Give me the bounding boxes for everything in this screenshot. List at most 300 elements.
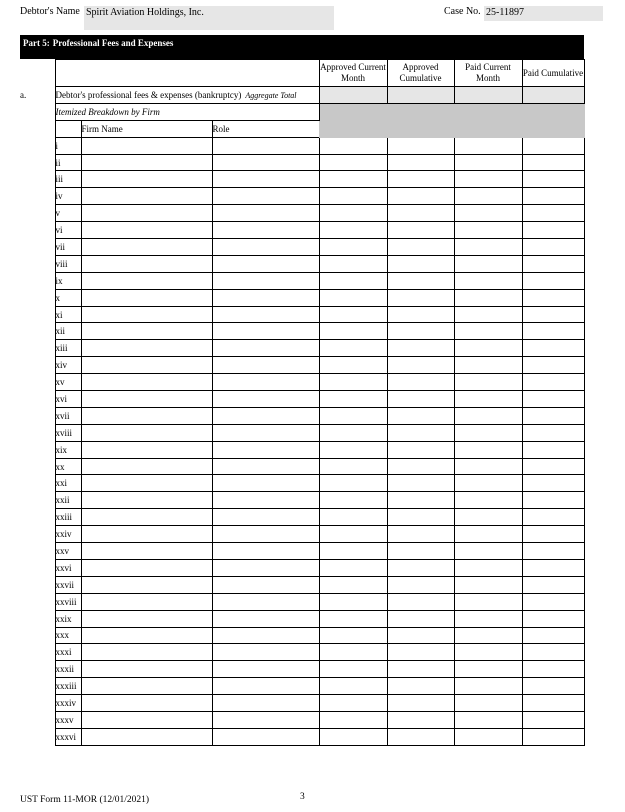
blank-cell — [20, 171, 55, 188]
row-a-paid-current-month[interactable] — [454, 87, 522, 104]
approved-current-month-cell[interactable] — [319, 391, 387, 408]
approved-current-month-cell[interactable] — [319, 255, 387, 272]
approved-cumulative-cell[interactable] — [387, 695, 454, 712]
firm-name-cell[interactable] — [81, 543, 212, 560]
role-cell[interactable] — [212, 137, 319, 154]
approved-cumulative-cell[interactable] — [387, 357, 454, 374]
firm-row — [20, 441, 584, 458]
paid-current-month-cell[interactable] — [454, 306, 522, 323]
paid-current-month-cell[interactable] — [454, 678, 522, 695]
firm-name-cell[interactable] — [81, 357, 212, 374]
paid-current-month-cell[interactable] — [454, 272, 522, 289]
approved-current-month-cell[interactable] — [319, 661, 387, 678]
role-cell[interactable] — [212, 543, 319, 560]
blank-cell — [20, 60, 55, 87]
row-numeral: ix — [55, 272, 81, 289]
approved-cumulative-cell[interactable] — [387, 306, 454, 323]
approved-cumulative-cell[interactable] — [387, 543, 454, 560]
row-a-label — [55, 87, 319, 104]
paid-current-month-cell[interactable] — [454, 627, 522, 644]
row-a-qualifier: Aggregate Total — [245, 90, 297, 100]
paid-cumulative-cell[interactable] — [522, 306, 584, 323]
paid-cumulative-cell[interactable] — [522, 711, 584, 728]
approved-current-month-cell[interactable] — [319, 593, 387, 610]
role-cell[interactable] — [212, 441, 319, 458]
role-cell[interactable] — [212, 424, 319, 441]
firm-name-cell[interactable] — [81, 391, 212, 408]
firm-name-cell[interactable] — [81, 695, 212, 712]
paid-current-month-cell[interactable] — [454, 711, 522, 728]
approved-current-month-cell[interactable] — [319, 374, 387, 391]
approved-cumulative-cell[interactable] — [387, 239, 454, 256]
approved-cumulative-cell[interactable] — [387, 272, 454, 289]
approved-cumulative-cell[interactable] — [387, 711, 454, 728]
paid-cumulative-cell[interactable] — [522, 526, 584, 543]
approved-current-month-cell[interactable] — [319, 475, 387, 492]
row-numeral: xv — [55, 374, 81, 391]
role-cell[interactable] — [212, 458, 319, 475]
firm-name-cell[interactable] — [81, 509, 212, 526]
paid-cumulative-cell[interactable] — [522, 255, 584, 272]
role-cell[interactable] — [212, 374, 319, 391]
row-numeral: i — [55, 137, 81, 154]
firm-name-cell[interactable] — [81, 424, 212, 441]
blank-cell — [20, 576, 55, 593]
approved-cumulative-cell[interactable] — [387, 407, 454, 424]
approved-current-month-cell[interactable] — [319, 323, 387, 340]
approved-cumulative-cell[interactable] — [387, 154, 454, 171]
row-numeral: xxxiii — [55, 678, 81, 695]
approved-cumulative-cell[interactable] — [387, 678, 454, 695]
paid-cumulative-cell[interactable] — [522, 340, 584, 357]
blank-cell — [20, 661, 55, 678]
paid-current-month-cell[interactable] — [454, 374, 522, 391]
paid-cumulative-cell[interactable] — [522, 610, 584, 627]
approved-current-month-cell[interactable] — [319, 239, 387, 256]
firm-name-cell[interactable] — [81, 661, 212, 678]
firm-name-cell[interactable] — [81, 239, 212, 256]
row-numeral: xiv — [55, 357, 81, 374]
paid-current-month-cell[interactable] — [454, 391, 522, 408]
blank-cell — [20, 458, 55, 475]
paid-current-month-cell[interactable] — [454, 441, 522, 458]
paid-current-month-cell[interactable] — [454, 526, 522, 543]
paid-cumulative-cell[interactable] — [522, 272, 584, 289]
firm-name-cell[interactable] — [81, 171, 212, 188]
role-cell[interactable] — [212, 171, 319, 188]
paid-current-month-cell[interactable] — [454, 661, 522, 678]
col-approved-cumulative: Approved Cumulative — [387, 60, 454, 87]
paid-cumulative-cell[interactable] — [522, 407, 584, 424]
approved-cumulative-cell[interactable] — [387, 728, 454, 745]
approved-current-month-cell[interactable] — [319, 441, 387, 458]
approved-cumulative-cell[interactable] — [387, 492, 454, 509]
role-cell[interactable] — [212, 239, 319, 256]
shaded-block — [319, 103, 584, 137]
blank-cell — [20, 475, 55, 492]
firm-row — [20, 492, 584, 509]
paid-current-month-cell[interactable] — [454, 695, 522, 712]
firm-row — [20, 458, 584, 475]
firm-name-cell[interactable] — [81, 559, 212, 576]
role-cell[interactable] — [212, 391, 319, 408]
firm-name-cell[interactable] — [81, 475, 212, 492]
row-numeral: v — [55, 205, 81, 222]
approved-cumulative-cell[interactable] — [387, 340, 454, 357]
firm-row — [20, 526, 584, 543]
paid-current-month-cell[interactable] — [454, 610, 522, 627]
firm-name-cell[interactable] — [81, 644, 212, 661]
blank-cell — [20, 492, 55, 509]
role-cell[interactable] — [212, 492, 319, 509]
firm-name-cell[interactable] — [81, 728, 212, 745]
approved-current-month-cell[interactable] — [319, 711, 387, 728]
approved-current-month-cell[interactable] — [319, 154, 387, 171]
blank-cell — [20, 678, 55, 695]
part-5-header — [20, 35, 584, 59]
blank-cell — [20, 340, 55, 357]
approved-current-month-cell[interactable] — [319, 492, 387, 509]
row-a-paid-cumulative[interactable] — [522, 87, 584, 104]
approved-cumulative-cell[interactable] — [387, 188, 454, 205]
approved-current-month-cell[interactable] — [319, 526, 387, 543]
approved-current-month-cell[interactable] — [319, 272, 387, 289]
firm-row — [20, 188, 584, 205]
firm-name-cell[interactable] — [81, 441, 212, 458]
approved-current-month-cell[interactable] — [319, 576, 387, 593]
firm-row — [20, 644, 584, 661]
paid-current-month-cell[interactable] — [454, 593, 522, 610]
firm-name-cell[interactable] — [81, 289, 212, 306]
approved-cumulative-cell[interactable] — [387, 644, 454, 661]
role-cell[interactable] — [212, 289, 319, 306]
paid-current-month-cell[interactable] — [454, 289, 522, 306]
firm-name-cell[interactable] — [81, 222, 212, 239]
paid-cumulative-cell[interactable] — [522, 188, 584, 205]
approved-cumulative-cell[interactable] — [387, 526, 454, 543]
blank-cell — [20, 205, 55, 222]
case-number-field[interactable]: 25-11897 — [484, 6, 603, 21]
paid-cumulative-cell[interactable] — [522, 559, 584, 576]
paid-cumulative-cell[interactable] — [522, 205, 584, 222]
firm-row — [20, 610, 584, 627]
blank-cell — [20, 374, 55, 391]
role-cell[interactable] — [212, 154, 319, 171]
role-cell[interactable] — [212, 576, 319, 593]
part-title: Professional Fees and Expenses — [52, 38, 174, 48]
paid-cumulative-cell[interactable] — [522, 627, 584, 644]
row-numeral: xvi — [55, 391, 81, 408]
firm-name-header: Firm Name — [81, 120, 212, 137]
paid-current-month-cell[interactable] — [454, 171, 522, 188]
firm-name-cell[interactable] — [81, 188, 212, 205]
role-cell[interactable] — [212, 644, 319, 661]
paid-cumulative-cell[interactable] — [522, 424, 584, 441]
paid-current-month-cell[interactable] — [454, 407, 522, 424]
row-numeral: xxvi — [55, 559, 81, 576]
role-cell[interactable] — [212, 222, 319, 239]
firm-name-cell[interactable] — [81, 576, 212, 593]
firm-name-cell[interactable] — [81, 678, 212, 695]
role-cell[interactable] — [212, 728, 319, 745]
role-cell[interactable] — [212, 407, 319, 424]
paid-cumulative-cell[interactable] — [522, 458, 584, 475]
approved-current-month-cell[interactable] — [319, 559, 387, 576]
firm-name-cell[interactable] — [81, 374, 212, 391]
approved-current-month-cell[interactable] — [319, 357, 387, 374]
approved-current-month-cell[interactable] — [319, 543, 387, 560]
approved-current-month-cell[interactable] — [319, 424, 387, 441]
paid-cumulative-cell[interactable] — [522, 593, 584, 610]
professional-fees-table — [20, 59, 585, 746]
paid-cumulative-cell[interactable] — [522, 171, 584, 188]
role-cell[interactable] — [212, 255, 319, 272]
paid-cumulative-cell[interactable] — [522, 391, 584, 408]
firm-name-cell[interactable] — [81, 323, 212, 340]
paid-cumulative-cell[interactable] — [522, 644, 584, 661]
approved-cumulative-cell[interactable] — [387, 475, 454, 492]
row-a-aggregate-total — [20, 87, 584, 104]
paid-cumulative-cell[interactable] — [522, 728, 584, 745]
approved-cumulative-cell[interactable] — [387, 424, 454, 441]
approved-cumulative-cell[interactable] — [387, 374, 454, 391]
row-a-approved-cumulative[interactable] — [387, 87, 454, 104]
role-header: Role — [212, 120, 319, 137]
firm-name-cell[interactable] — [81, 255, 212, 272]
approved-cumulative-cell[interactable] — [387, 627, 454, 644]
paid-current-month-cell[interactable] — [454, 559, 522, 576]
approved-current-month-cell[interactable] — [319, 340, 387, 357]
firm-row — [20, 695, 584, 712]
approved-cumulative-cell[interactable] — [387, 661, 454, 678]
approved-current-month-cell[interactable] — [319, 610, 387, 627]
blank-cell — [20, 239, 55, 256]
approved-current-month-cell[interactable] — [319, 407, 387, 424]
paid-current-month-cell[interactable] — [454, 458, 522, 475]
approved-current-month-cell[interactable] — [319, 627, 387, 644]
blank-cell — [20, 306, 55, 323]
approved-current-month-cell[interactable] — [319, 678, 387, 695]
case-number-label: Case No. — [444, 6, 481, 17]
firm-row — [20, 289, 584, 306]
role-cell[interactable] — [212, 661, 319, 678]
firm-name-cell[interactable] — [81, 492, 212, 509]
paid-cumulative-cell[interactable] — [522, 509, 584, 526]
paid-current-month-cell[interactable] — [454, 255, 522, 272]
blank-cell — [20, 255, 55, 272]
firm-row — [20, 154, 584, 171]
role-cell[interactable] — [212, 340, 319, 357]
role-cell[interactable] — [212, 188, 319, 205]
paid-current-month-cell[interactable] — [454, 644, 522, 661]
firm-name-cell[interactable] — [81, 340, 212, 357]
firm-row — [20, 627, 584, 644]
firm-name-cell[interactable] — [81, 205, 212, 222]
blank-cell — [20, 323, 55, 340]
blank-cell — [20, 728, 55, 745]
role-cell[interactable] — [212, 509, 319, 526]
col-paid-cumulative: Paid Cumulative — [522, 60, 584, 87]
approved-cumulative-cell[interactable] — [387, 458, 454, 475]
approved-cumulative-cell[interactable] — [387, 137, 454, 154]
row-numeral: xxiv — [55, 526, 81, 543]
role-cell[interactable] — [212, 205, 319, 222]
firm-name-cell[interactable] — [81, 137, 212, 154]
blank-cell — [20, 644, 55, 661]
role-cell[interactable] — [212, 559, 319, 576]
row-numeral: x — [55, 289, 81, 306]
paid-cumulative-cell[interactable] — [522, 137, 584, 154]
paid-current-month-cell[interactable] — [454, 424, 522, 441]
row-numeral: xxxv — [55, 711, 81, 728]
firm-row — [20, 137, 584, 154]
paid-current-month-cell[interactable] — [454, 340, 522, 357]
firm-name-cell[interactable] — [81, 711, 212, 728]
paid-cumulative-cell[interactable] — [522, 492, 584, 509]
role-cell[interactable] — [212, 711, 319, 728]
blank-cell — [20, 424, 55, 441]
firm-name-cell[interactable] — [81, 458, 212, 475]
approved-current-month-cell[interactable] — [319, 222, 387, 239]
blank-cell — [20, 509, 55, 526]
role-cell[interactable] — [212, 323, 319, 340]
paid-current-month-cell[interactable] — [454, 239, 522, 256]
row-numeral: xxi — [55, 475, 81, 492]
itemized-breakdown-label: Itemized Breakdown by Firm — [55, 103, 319, 120]
role-cell[interactable] — [212, 306, 319, 323]
firm-row — [20, 424, 584, 441]
approved-current-month-cell[interactable] — [319, 458, 387, 475]
approved-current-month-cell[interactable] — [319, 137, 387, 154]
paid-cumulative-cell[interactable] — [522, 695, 584, 712]
approved-cumulative-cell[interactable] — [387, 289, 454, 306]
paid-current-month-cell[interactable] — [454, 188, 522, 205]
approved-current-month-cell[interactable] — [319, 644, 387, 661]
paid-cumulative-cell[interactable] — [522, 239, 584, 256]
paid-current-month-cell[interactable] — [454, 222, 522, 239]
paid-cumulative-cell[interactable] — [522, 357, 584, 374]
approved-current-month-cell[interactable] — [319, 509, 387, 526]
row-a-approved-current-month[interactable] — [319, 87, 387, 104]
paid-current-month-cell[interactable] — [454, 323, 522, 340]
firm-row — [20, 407, 584, 424]
paid-cumulative-cell[interactable] — [522, 154, 584, 171]
approved-current-month-cell[interactable] — [319, 188, 387, 205]
role-cell[interactable] — [212, 678, 319, 695]
firm-name-cell[interactable] — [81, 593, 212, 610]
approved-cumulative-cell[interactable] — [387, 255, 454, 272]
approved-cumulative-cell[interactable] — [387, 593, 454, 610]
approved-cumulative-cell[interactable] — [387, 171, 454, 188]
blank-cell — [20, 695, 55, 712]
paid-current-month-cell[interactable] — [454, 509, 522, 526]
paid-cumulative-cell[interactable] — [522, 441, 584, 458]
approved-cumulative-cell[interactable] — [387, 323, 454, 340]
itemized-label-row — [20, 103, 584, 120]
firm-name-cell[interactable] — [81, 526, 212, 543]
paid-current-month-cell[interactable] — [454, 357, 522, 374]
role-cell[interactable] — [212, 475, 319, 492]
firm-name-cell[interactable] — [81, 272, 212, 289]
role-cell[interactable] — [212, 610, 319, 627]
row-numeral: xix — [55, 441, 81, 458]
row-numeral: xxx — [55, 627, 81, 644]
row-numeral: xiii — [55, 340, 81, 357]
paid-cumulative-cell[interactable] — [522, 222, 584, 239]
approved-cumulative-cell[interactable] — [387, 559, 454, 576]
paid-current-month-cell[interactable] — [454, 137, 522, 154]
blank-cell — [20, 407, 55, 424]
paid-current-month-cell[interactable] — [454, 728, 522, 745]
firm-name-cell[interactable] — [81, 627, 212, 644]
approved-cumulative-cell[interactable] — [387, 205, 454, 222]
row-numeral: xxiii — [55, 509, 81, 526]
paid-cumulative-cell[interactable] — [522, 661, 584, 678]
paid-current-month-cell[interactable] — [454, 475, 522, 492]
form-id: UST Form 11-MOR (12/01/2021) — [20, 795, 150, 805]
paid-current-month-cell[interactable] — [454, 576, 522, 593]
paid-cumulative-cell[interactable] — [522, 475, 584, 492]
role-cell[interactable] — [212, 526, 319, 543]
paid-cumulative-cell[interactable] — [522, 543, 584, 560]
paid-cumulative-cell[interactable] — [522, 678, 584, 695]
paid-current-month-cell[interactable] — [454, 492, 522, 509]
approved-current-month-cell[interactable] — [319, 171, 387, 188]
paid-cumulative-cell[interactable] — [522, 576, 584, 593]
approved-cumulative-cell[interactable] — [387, 391, 454, 408]
row-numeral: iv — [55, 188, 81, 205]
role-cell[interactable] — [212, 695, 319, 712]
firm-name-cell[interactable] — [81, 154, 212, 171]
approved-cumulative-cell[interactable] — [387, 509, 454, 526]
row-numeral: xxv — [55, 543, 81, 560]
approved-current-month-cell[interactable] — [319, 289, 387, 306]
approved-current-month-cell[interactable] — [319, 306, 387, 323]
firm-row — [20, 222, 584, 239]
approved-current-month-cell[interactable] — [319, 205, 387, 222]
role-cell[interactable] — [212, 357, 319, 374]
approved-current-month-cell[interactable] — [319, 695, 387, 712]
role-cell[interactable] — [212, 627, 319, 644]
blank-cell — [20, 357, 55, 374]
row-numeral: xx — [55, 458, 81, 475]
paid-cumulative-cell[interactable] — [522, 374, 584, 391]
role-cell[interactable] — [212, 593, 319, 610]
firm-name-cell[interactable] — [81, 306, 212, 323]
debtor-name-field[interactable]: Spirit Aviation Holdings, Inc. — [84, 6, 334, 30]
firm-name-cell[interactable] — [81, 407, 212, 424]
paid-cumulative-cell[interactable] — [522, 289, 584, 306]
blank-cell — [20, 137, 55, 154]
paid-current-month-cell[interactable] — [454, 154, 522, 171]
firm-row — [20, 255, 584, 272]
approved-cumulative-cell[interactable] — [387, 576, 454, 593]
paid-current-month-cell[interactable] — [454, 543, 522, 560]
blank-cell — [20, 543, 55, 560]
role-cell[interactable] — [212, 272, 319, 289]
approved-current-month-cell[interactable] — [319, 728, 387, 745]
row-numeral: xxix — [55, 610, 81, 627]
approved-cumulative-cell[interactable] — [387, 222, 454, 239]
blank-header-cell — [55, 60, 319, 87]
paid-cumulative-cell[interactable] — [522, 323, 584, 340]
approved-cumulative-cell[interactable] — [387, 610, 454, 627]
row-numeral: xi — [55, 306, 81, 323]
firm-row — [20, 391, 584, 408]
firm-name-cell[interactable] — [81, 610, 212, 627]
paid-current-month-cell[interactable] — [454, 205, 522, 222]
approved-cumulative-cell[interactable] — [387, 441, 454, 458]
